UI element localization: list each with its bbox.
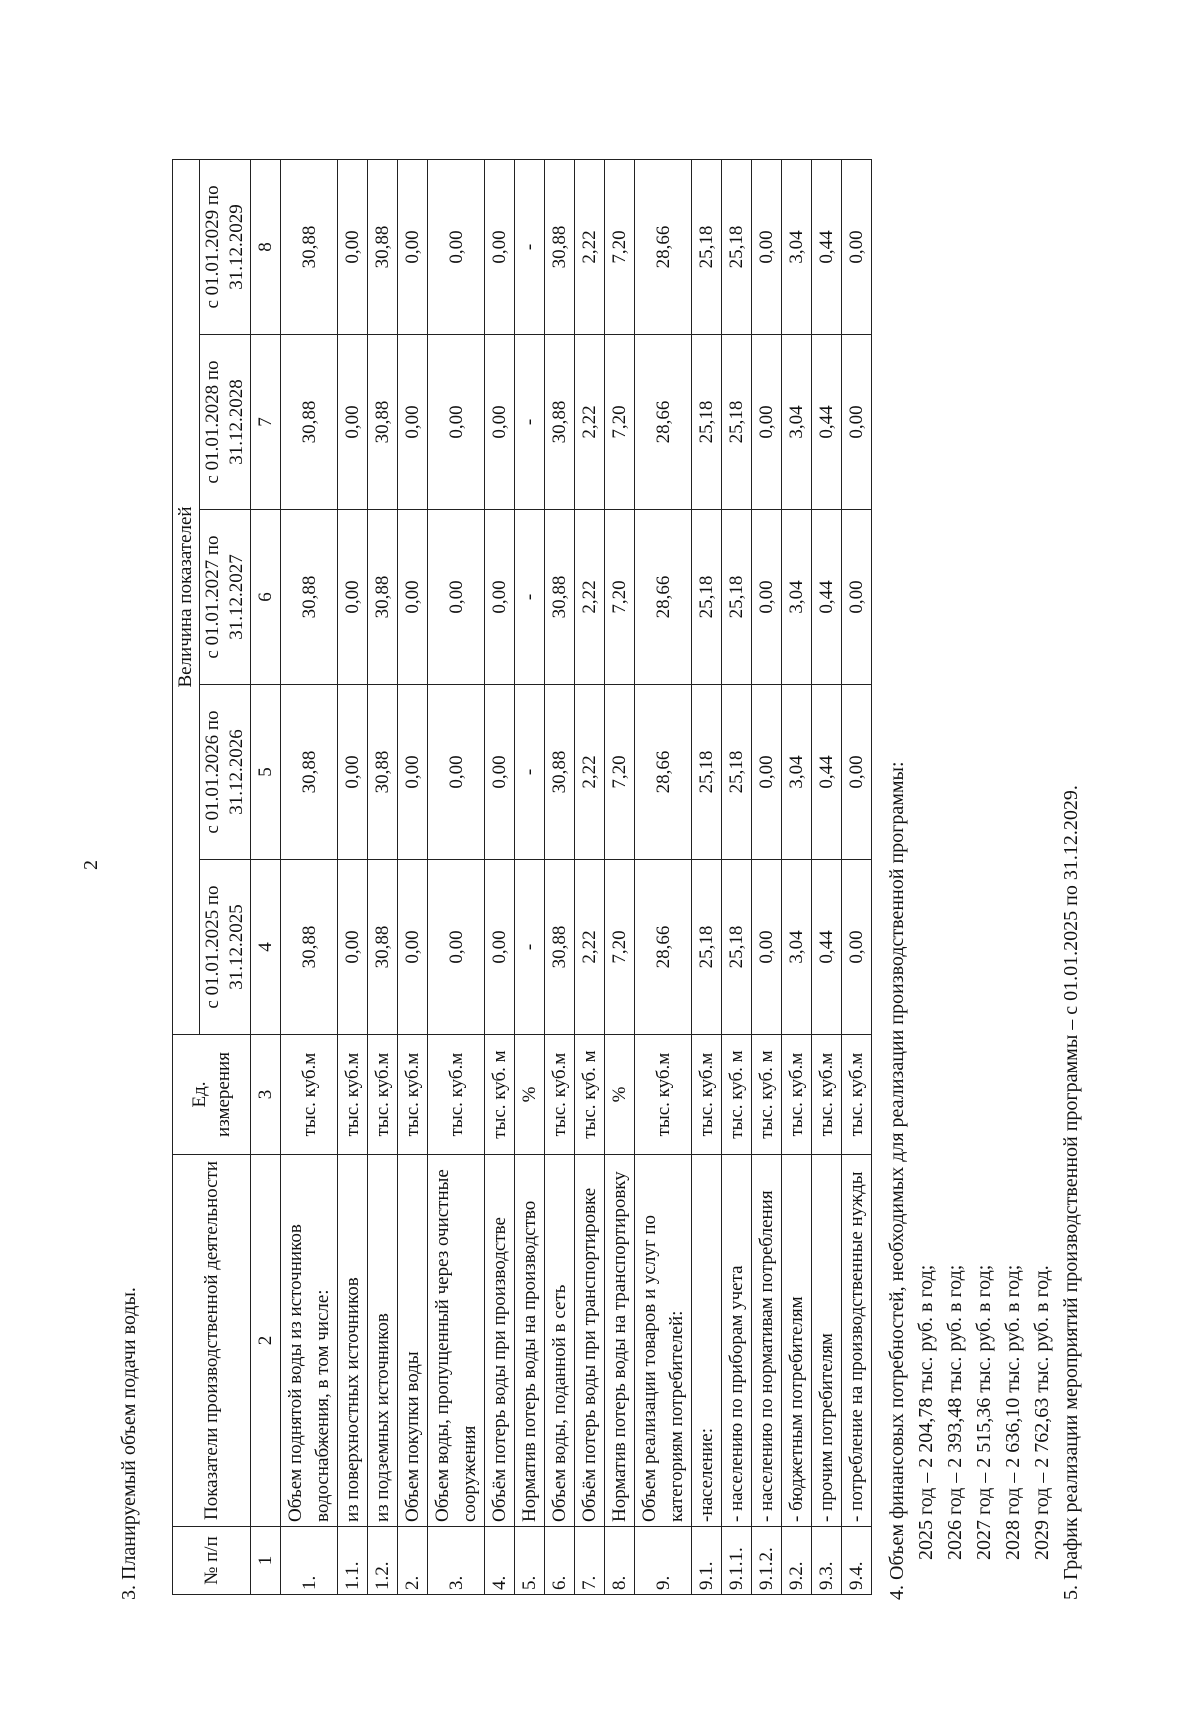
- row-number-cell: 3.: [428, 1527, 485, 1595]
- section-3-title: 3. Планируемый объем подачи воды.: [118, 1287, 140, 1600]
- table-row: [635, 159, 692, 1594]
- table-row: [281, 159, 338, 1594]
- indicator-cell: - населению по нормативам потребления: [752, 1155, 782, 1527]
- value-2027-cell: 28,66: [635, 510, 692, 685]
- unit-cell: %: [515, 1035, 545, 1155]
- header-num: № п/п: [173, 1527, 251, 1595]
- indicator-cell: из подземных источников: [368, 1155, 398, 1527]
- value-2028-cell: 2,22: [575, 335, 605, 510]
- value-2029-cell: 0,44: [812, 159, 842, 334]
- value-2026-cell: 0,00: [398, 685, 428, 860]
- unit-cell: тыс. куб.м: [692, 1035, 722, 1155]
- row-number-cell: 6.: [545, 1527, 575, 1595]
- row-number-cell: 9.2.: [782, 1527, 812, 1595]
- indicator-cell: Объем поднятой воды из источников водоснабжения, в том числе:: [281, 1155, 338, 1527]
- value-2029-cell: 0,00: [485, 159, 515, 334]
- value-2028-cell: 0,00: [398, 335, 428, 510]
- value-2025-cell: 0,00: [485, 860, 515, 1035]
- financial-line: 2025 год – 2 204,78 тыс. руб. в год;: [915, 1264, 937, 1560]
- value-2029-cell: 3,04: [782, 159, 812, 334]
- financial-line: 2026 год – 2 393,48 тыс. руб. в год;: [944, 1264, 966, 1560]
- value-2027-cell: 25,18: [722, 510, 752, 685]
- value-2027-cell: 0,00: [428, 510, 485, 685]
- row-number-cell: 5.: [515, 1527, 545, 1595]
- value-2025-cell: -: [515, 860, 545, 1035]
- page-number: 2: [80, 860, 102, 870]
- value-2029-cell: -: [515, 159, 545, 334]
- col-number: 4: [251, 860, 281, 1035]
- value-2027-cell: 3,04: [782, 510, 812, 685]
- value-2029-cell: 25,18: [722, 159, 752, 334]
- value-2027-cell: 30,88: [368, 510, 398, 685]
- row-number-cell: 1.2.: [368, 1527, 398, 1595]
- value-2026-cell: 30,88: [281, 685, 338, 860]
- column-number-row: [251, 159, 281, 1594]
- indicator-cell: Объем воды, пропущенный через очистные сооружения: [428, 1155, 485, 1527]
- row-number-cell: 9.3.: [812, 1527, 842, 1595]
- value-2028-cell: 30,88: [545, 335, 575, 510]
- indicator-cell: Норматив потерь воды на производство: [515, 1155, 545, 1527]
- col-number: 3: [251, 1035, 281, 1155]
- indicator-cell: - прочим потребителям: [812, 1155, 842, 1527]
- table-row: [338, 159, 368, 1594]
- table-row: [605, 159, 635, 1594]
- value-2028-cell: 0,44: [812, 335, 842, 510]
- value-2029-cell: 30,88: [545, 159, 575, 334]
- section-4-title: 4. Объем финансовых потребностей, необходимых для реализации производственной программы:: [886, 761, 908, 1600]
- value-2026-cell: 0,00: [428, 685, 485, 860]
- value-2026-cell: 0,44: [812, 685, 842, 860]
- table-row: [368, 159, 398, 1594]
- value-2026-cell: 30,88: [545, 685, 575, 860]
- value-2028-cell: 0,00: [842, 335, 872, 510]
- row-number-cell: 9.1.1.: [722, 1527, 752, 1595]
- table-row: [812, 159, 842, 1594]
- indicator-cell: из поверхностных источников: [338, 1155, 368, 1527]
- value-2029-cell: 25,18: [692, 159, 722, 334]
- row-number-cell: 8.: [605, 1527, 635, 1595]
- value-2027-cell: 0,00: [752, 510, 782, 685]
- unit-cell: тыс. куб.м: [842, 1035, 872, 1155]
- unit-cell: тыс. куб.м: [812, 1035, 842, 1155]
- table-row: [722, 159, 752, 1594]
- unit-cell: тыс. куб.м: [428, 1035, 485, 1155]
- unit-cell: тыс. куб.м: [398, 1035, 428, 1155]
- col-number: 6: [251, 510, 281, 685]
- indicator-cell: Норматив потерь воды на транспортировку: [605, 1155, 635, 1527]
- header-period-2027: с 01.01.2027 по 31.12.2027: [200, 510, 251, 685]
- value-2027-cell: -: [515, 510, 545, 685]
- value-2029-cell: 0,00: [338, 159, 368, 334]
- indicator-cell: -население:: [692, 1155, 722, 1527]
- value-2029-cell: 7,20: [605, 159, 635, 334]
- col-number: 7: [251, 335, 281, 510]
- indicator-cell: Объём потерь воды при производстве: [485, 1155, 515, 1527]
- value-2025-cell: 0,00: [752, 860, 782, 1035]
- value-2025-cell: 0,00: [398, 860, 428, 1035]
- table-row: [692, 159, 722, 1594]
- value-2027-cell: 30,88: [545, 510, 575, 685]
- unit-cell: тыс. куб.м: [782, 1035, 812, 1155]
- col-number: 5: [251, 685, 281, 860]
- table-row: [575, 159, 605, 1594]
- value-2025-cell: 0,00: [428, 860, 485, 1035]
- unit-cell: тыс. куб.м: [545, 1035, 575, 1155]
- value-2027-cell: 7,20: [605, 510, 635, 685]
- unit-cell: тыс. куб. м: [752, 1035, 782, 1155]
- unit-cell: %: [605, 1035, 635, 1155]
- financial-line: 2027 год – 2 515,36 тыс. руб. в год;: [973, 1264, 995, 1560]
- value-2029-cell: 0,00: [398, 159, 428, 334]
- value-2028-cell: 3,04: [782, 335, 812, 510]
- unit-cell: тыс. куб.м: [281, 1035, 338, 1155]
- value-2026-cell: 0,00: [338, 685, 368, 860]
- row-number-cell: 1.1.: [338, 1527, 368, 1595]
- value-2025-cell: 3,04: [782, 860, 812, 1035]
- unit-cell: тыс. куб. м: [722, 1035, 752, 1155]
- indicator-cell: - потребление на производственные нужды: [842, 1155, 872, 1527]
- value-2028-cell: 25,18: [692, 335, 722, 510]
- col-number: 8: [251, 159, 281, 334]
- value-2028-cell: 25,18: [722, 335, 752, 510]
- indicator-cell: - населению по приборам учета: [722, 1155, 752, 1527]
- value-2028-cell: 0,00: [752, 335, 782, 510]
- value-2027-cell: 0,00: [485, 510, 515, 685]
- row-number-cell: 1.: [281, 1527, 338, 1595]
- water-supply-table: [172, 159, 872, 1595]
- indicator-cell: Объем покупки воды: [398, 1155, 428, 1527]
- value-2025-cell: 2,22: [575, 860, 605, 1035]
- table-row: [485, 159, 515, 1594]
- header-group: Величина показателей: [173, 159, 200, 1034]
- value-2029-cell: 30,88: [368, 159, 398, 334]
- value-2028-cell: 0,00: [338, 335, 368, 510]
- unit-cell: тыс. куб.м: [635, 1035, 692, 1155]
- value-2026-cell: 7,20: [605, 685, 635, 860]
- financial-line: 2029 год – 2 762,63 тыс. руб. в год.: [1031, 1265, 1053, 1560]
- value-2026-cell: 25,18: [692, 685, 722, 860]
- row-number-cell: 4.: [485, 1527, 515, 1595]
- col-number: 1: [251, 1527, 281, 1595]
- value-2025-cell: 25,18: [722, 860, 752, 1035]
- value-2025-cell: 0,00: [842, 860, 872, 1035]
- value-2026-cell: 30,88: [368, 685, 398, 860]
- header-unit: Ед. измерения: [173, 1035, 251, 1155]
- value-2029-cell: 0,00: [842, 159, 872, 334]
- value-2025-cell: 0,44: [812, 860, 842, 1035]
- section-4: [883, 100, 1057, 1600]
- value-2026-cell: 25,18: [722, 685, 752, 860]
- value-2025-cell: 25,18: [692, 860, 722, 1035]
- value-2027-cell: 25,18: [692, 510, 722, 685]
- value-2026-cell: 3,04: [782, 685, 812, 860]
- value-2028-cell: 30,88: [281, 335, 338, 510]
- value-2029-cell: 0,00: [752, 159, 782, 334]
- value-2029-cell: 0,00: [428, 159, 485, 334]
- col-number: 2: [251, 1155, 281, 1527]
- value-2025-cell: 28,66: [635, 860, 692, 1035]
- value-2027-cell: 30,88: [281, 510, 338, 685]
- table-row: [515, 159, 545, 1594]
- table-row: [545, 159, 575, 1594]
- section-5-text: 5. График реализации мероприятий производственной программы – с 01.01.2025 по 31.12.2029.: [1060, 785, 1082, 1600]
- value-2026-cell: 0,00: [842, 685, 872, 860]
- unit-cell: тыс. куб.м: [338, 1035, 368, 1155]
- unit-cell: тыс. куб. м: [575, 1035, 605, 1155]
- value-2027-cell: 0,00: [338, 510, 368, 685]
- value-2028-cell: 28,66: [635, 335, 692, 510]
- header-period-2028: с 01.01.2028 по 31.12.2028: [200, 335, 251, 510]
- value-2027-cell: 2,22: [575, 510, 605, 685]
- indicator-cell: - бюджетным потребителям: [782, 1155, 812, 1527]
- table-row: [428, 159, 485, 1594]
- value-2026-cell: 28,66: [635, 685, 692, 860]
- indicator-cell: Объем реализации товаров и услуг по категориям потребителей:: [635, 1155, 692, 1527]
- header-period-2025: с 01.01.2025 по 31.12.2025: [200, 860, 251, 1035]
- value-2025-cell: 7,20: [605, 860, 635, 1035]
- row-number-cell: 2.: [398, 1527, 428, 1595]
- table-row: [398, 159, 428, 1594]
- header-period-2029: с 01.01.2029 по 31.12.2029: [200, 159, 251, 334]
- value-2027-cell: 0,44: [812, 510, 842, 685]
- value-2028-cell: -: [515, 335, 545, 510]
- value-2026-cell: -: [515, 685, 545, 860]
- unit-cell: тыс. куб.м: [368, 1035, 398, 1155]
- value-2026-cell: 0,00: [485, 685, 515, 860]
- value-2028-cell: 7,20: [605, 335, 635, 510]
- value-2025-cell: 30,88: [368, 860, 398, 1035]
- value-2027-cell: 0,00: [398, 510, 428, 685]
- row-number-cell: 9.1.2.: [752, 1527, 782, 1595]
- value-2025-cell: 0,00: [338, 860, 368, 1035]
- value-2029-cell: 2,22: [575, 159, 605, 334]
- financial-line: 2028 год – 2 636,10 тыс. руб. в год;: [1002, 1264, 1024, 1560]
- indicator-cell: Объём потерь воды при транспортировке: [575, 1155, 605, 1527]
- value-2028-cell: 30,88: [368, 335, 398, 510]
- value-2028-cell: 0,00: [428, 335, 485, 510]
- indicator-cell: Объем воды, поданной в сеть: [545, 1155, 575, 1527]
- value-2025-cell: 30,88: [281, 860, 338, 1035]
- unit-cell: тыс. куб. м: [485, 1035, 515, 1155]
- table-row: [782, 159, 812, 1594]
- value-2028-cell: 0,00: [485, 335, 515, 510]
- value-2027-cell: 0,00: [842, 510, 872, 685]
- header-period-2026: с 01.01.2026 по 31.12.2026: [200, 685, 251, 860]
- header-indicator: Показатели производственной деятельности: [173, 1155, 251, 1527]
- row-number-cell: 9.4.: [842, 1527, 872, 1595]
- value-2029-cell: 28,66: [635, 159, 692, 334]
- table-row: [752, 159, 782, 1594]
- value-2026-cell: 2,22: [575, 685, 605, 860]
- value-2026-cell: 0,00: [752, 685, 782, 860]
- row-number-cell: 7.: [575, 1527, 605, 1595]
- row-number-cell: 9.: [635, 1527, 692, 1595]
- table-body: [281, 159, 872, 1594]
- row-number-cell: 9.1.: [692, 1527, 722, 1595]
- value-2029-cell: 30,88: [281, 159, 338, 334]
- table-row: [842, 159, 872, 1594]
- value-2025-cell: 30,88: [545, 860, 575, 1035]
